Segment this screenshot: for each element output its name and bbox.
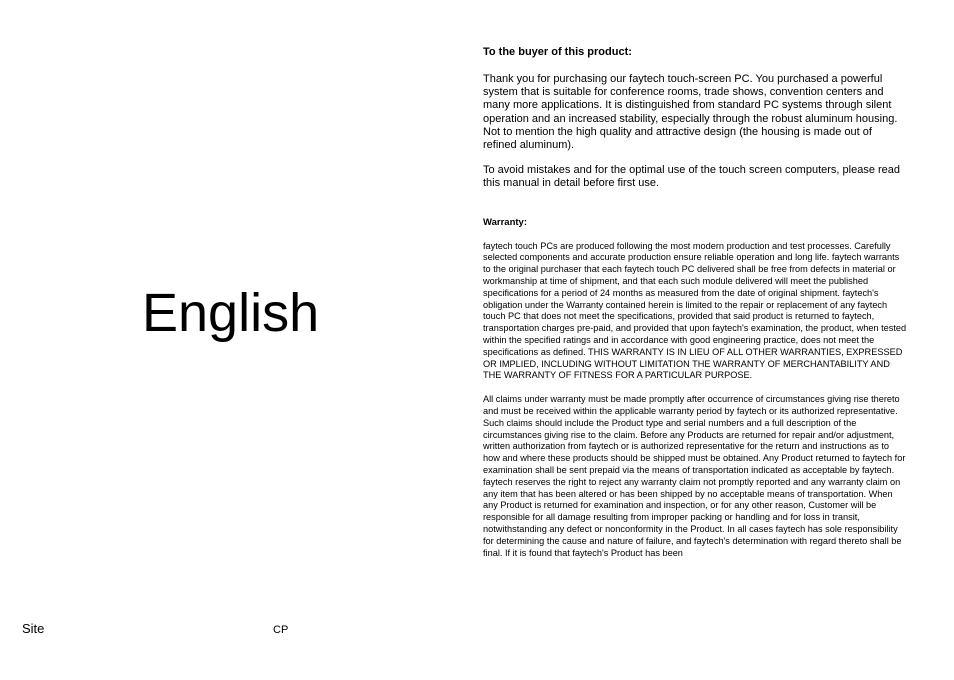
left-page	[0, 0, 470, 680]
footer-cp-label: CP	[273, 624, 289, 636]
warranty-paragraph-1: faytech touch PCs are produced following the most modern production and test processes. Carefully selected components and accurate production ensure reliable operation and long life. faytech warrants to the original purchaser that each faytech touch PC delivered shall be free from defects in material or workmanship at time of shipment, and that each such module delivered will meet the published specifications for a period of 24 months as measured from the date of original shipment. faytech's obligation under the Warranty contained herein is limited to the repair or replacement of any faytech touch PC that does not meet the specifications, provided that said product is returned to faytech, transportation charges pre-paid, and provided that upon faytech's examination, the product, when tested within the specified ratings and in accordance with good engineering practice, does not meet the specifications as defined. THIS WARRANTY IS IN LIEU OF ALL OTHER WARRANTIES, EXPRESSED OR IMPLIED, INCLUDING WITHOUT LIMITATION THE WARRANTY OF MERCHANTABILITY AND THE WARRANTY OF FITNESS FOR A PARTICULAR PURPOSE.	[483, 240, 907, 381]
intro-paragraph: Thank you for purchasing our faytech touch-screen PC. You purchased a powerful system that is suitable for conference rooms, trade shows, convention centers and many more applications. It is distinguished from standard PC systems through silent operation and an increased stability, especially through the robust aluminum housing. Not to mention the high quality and attractive design (the housing is made out of refined aluminum).	[483, 73, 898, 152]
buyer-heading: To the buyer of this product:	[483, 46, 632, 58]
manual-paragraph: To avoid mistakes and for the optimal use of the touch screen computers, please read this manual in detail before first use.	[483, 164, 901, 190]
language-title: English	[142, 283, 320, 343]
footer-site-label: Site	[22, 621, 45, 636]
warranty-paragraph-2: All claims under warranty must be made promptly after occurrence of circumstances giving rise thereto and must be received within the applicable warranty period by faytech or its authorized representative. Such claims should include the Product type and serial numbers and a full description of the circumstances giving rise to the claim. Before any Products are returned for repair and/or adjustment, written authorization from faytech or is authorized representative for the return and instructions as to how and where these products should be shipped must be obtained. Any Product returned to faytech for examination shall be sent prepaid via the means of transportation indicated as acceptable by faytech. faytech reserves the right to reject any warranty claim not promptly reported and any warranty claim on any item that has been altered or has been shipped by no acceptable means of transportation. When any Product is returned for examination and inspection, or for any other reason, Customer will be responsible for all damage resulting from improper packing or handling and for loss in transit, notwithstanding any defect or nonconformity in the Product. In all cases faytech has sole responsibility for determining the cause and nature of failure, and faytech's determination with regard thereto shall be final. If it is found that faytech's Product has been	[483, 394, 906, 558]
warranty-heading: Warranty:	[483, 216, 527, 228]
right-page	[483, 45, 907, 597]
